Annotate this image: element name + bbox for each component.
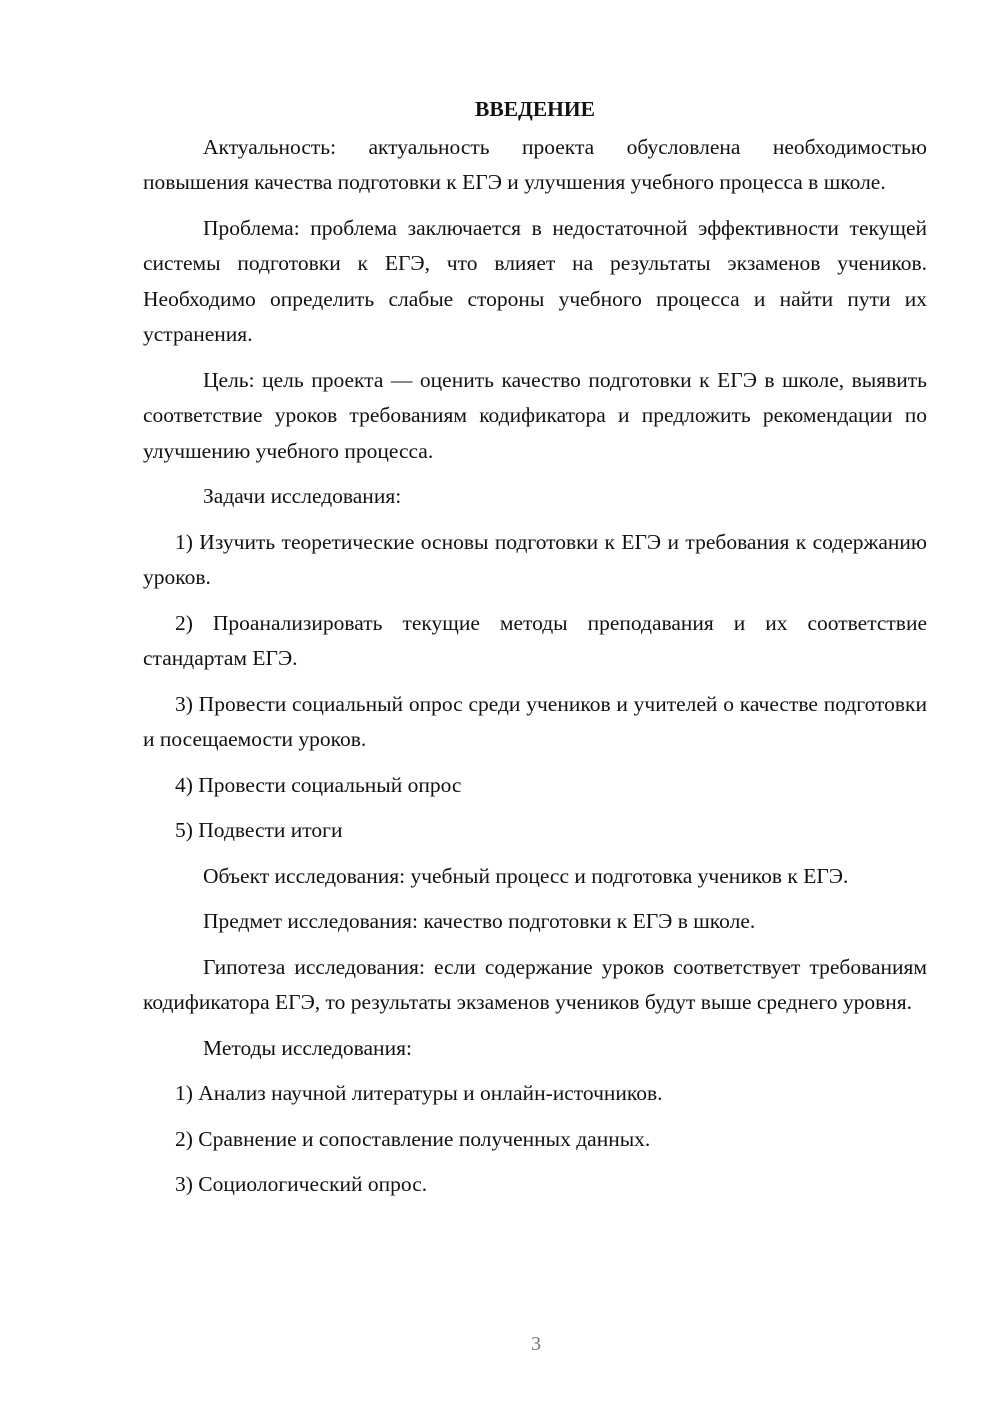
page-number: 3	[531, 1333, 541, 1355]
method-item: 2) Сравнение и сопоставление полученных данных.	[175, 1126, 651, 1151]
task-item: 4) Провести социальный опрос	[175, 772, 462, 797]
tasks-heading: Задачи исследования:	[203, 484, 402, 508]
task-item: 5) Подвести итоги	[175, 818, 343, 842]
task-item: 2) Проанализировать текущие методы преподавания и их соответствие стандартам ЕГЭ.	[143, 610, 927, 670]
methods-heading: Методы исследования:	[203, 1035, 412, 1060]
method-item: 1) Анализ научной литературы и онлайн-источников.	[175, 1081, 663, 1105]
task-item: 1) Изучить теоретические основы подготовки к ЕГЭ и требования к содержанию уроков.	[143, 529, 927, 589]
subject-paragraph: Предмет исследования: качество подготовки к ЕГЭ в школе.	[203, 909, 756, 933]
document-body	[143, 92, 927, 1213]
object-paragraph: Объект исследования: учебный процесс и подготовка учеников к ЕГЭ.	[203, 863, 849, 888]
goal-paragraph: Цель: цель проекта — оценить качество подготовки к ЕГЭ в школе, выявить соответствие уроков требованиям кодификатора и предложить рекомендации по улучшению учебного процесса.	[143, 367, 927, 463]
hypothesis-paragraph: Гипотеза исследования: если содержание уроков соответствует требованиям кодификатора ЕГЭ, то результаты экзаменов учеников будут выше среднего уровня.	[143, 954, 927, 1014]
page-title: ВВЕДЕНИЕ	[475, 97, 595, 121]
task-item: 3) Провести социальный опрос среди учеников и учителей о качестве подготовки и посещаемости уроков.	[143, 691, 927, 751]
problem-paragraph: Проблема: проблема заключается в недостаточной эффективности текущей системы подготовки к ЕГЭ, что влияет на результаты экзаменов учеников. Необходимо определить слабые стороны учебного процесса и найти пути их устранения.	[143, 215, 927, 346]
relevance-paragraph: Актуальность: актуальность проекта обусловлена необходимостью повышения качества подготовки к ЕГЭ и улучшения учебного процесса в школе.	[143, 134, 927, 194]
method-item: 3) Социологический опрос.	[175, 1172, 428, 1196]
